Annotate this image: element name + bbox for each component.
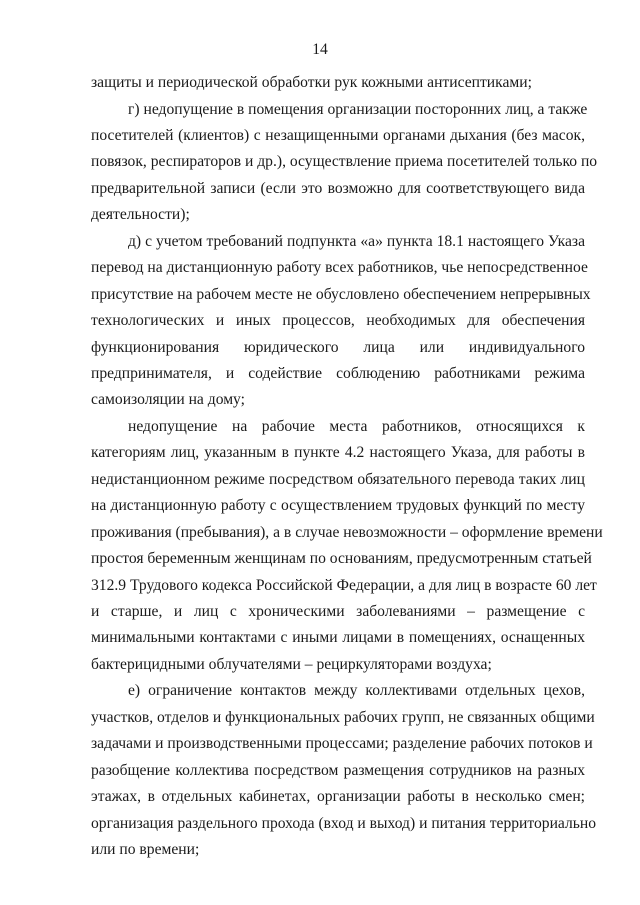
text-line: функционирования юридического лица или индивидуального [91, 338, 585, 356]
text-line: предварительной записи (если это возможно для соответствующего вида [91, 179, 585, 197]
text-line: д) с учетом требований подпункта «а» пункта 18.1 настоящего Указа [128, 232, 585, 250]
text-line: предпринимателя, и содействие соблюдению работниками режима [91, 364, 585, 382]
text-line: задачами и производственными процессами; разделение рабочих потоков и [91, 735, 593, 753]
text-line: простоя беременным женщинам по основаниям, предусмотренным статьей [91, 550, 592, 568]
text-line: недопущение на рабочие места работников, относящихся к [128, 417, 585, 435]
text-line: разобщение коллектива посредством размещения сотрудников на разных [91, 761, 585, 779]
text-line: 312.9 Трудового кодекса Российской Федерации, а для лиц в возрасте 60 лет [91, 576, 597, 594]
text-line: недистанционном режиме посредством обязательного перевода таких лиц [91, 470, 585, 488]
text-line: технологических и иных процессов, необходимых для обеспечения [91, 312, 585, 329]
text-line: или по времени; [91, 841, 200, 858]
text-line: деятельности); [91, 206, 190, 224]
text-line: присутствие на рабочем месте не обусловлено обеспечением непрерывных [91, 285, 591, 303]
text-line: организация раздельного прохода (вход и выход) и питания территориально [91, 814, 597, 832]
text-line: минимальными контактами с иными лицами в помещениях, оснащенных [91, 629, 585, 647]
text-line: и старше, и лиц с хроническими заболеваниями – размещение с [91, 603, 585, 620]
text-line: повязок, респираторов и др.), осуществление приема посетителей только по [91, 153, 598, 171]
text-line: этажах, в отдельных кабинетах, организации работы в несколько смен; [91, 788, 585, 806]
text-line: перевод на дистанционную работу всех работников, чье непосредственное [91, 259, 588, 277]
text-line: самоизоляции на дому; [91, 391, 245, 409]
text-line: на дистанционную работу с осуществлением трудовых функций по месту [91, 497, 585, 515]
text-line: бактерицидными облучателями – рециркуляторами воздуха; [91, 655, 492, 673]
text-line: защиты и периодической обработки рук кожными антисептиками; [91, 74, 532, 91]
text-line: участков, отделов и функциональных рабочих групп, не связанных общими [91, 708, 595, 726]
text-line: проживания (пребывания), а в случае невозможности – оформление времени [91, 523, 603, 541]
text-line: г) недопущение в помещения организации посторонних лиц, а также [128, 100, 588, 118]
text-line: е) ограничение контактов между коллективами отдельных цехов, [128, 682, 585, 700]
text-line: посетителей (клиентов) с незащищенными органами дыхания (без масок, [91, 126, 585, 144]
page-number: 14 [312, 41, 328, 58]
text-line: категориям лиц, указанным в пункте 4.2 настоящего Указа, для работы в [91, 444, 585, 462]
